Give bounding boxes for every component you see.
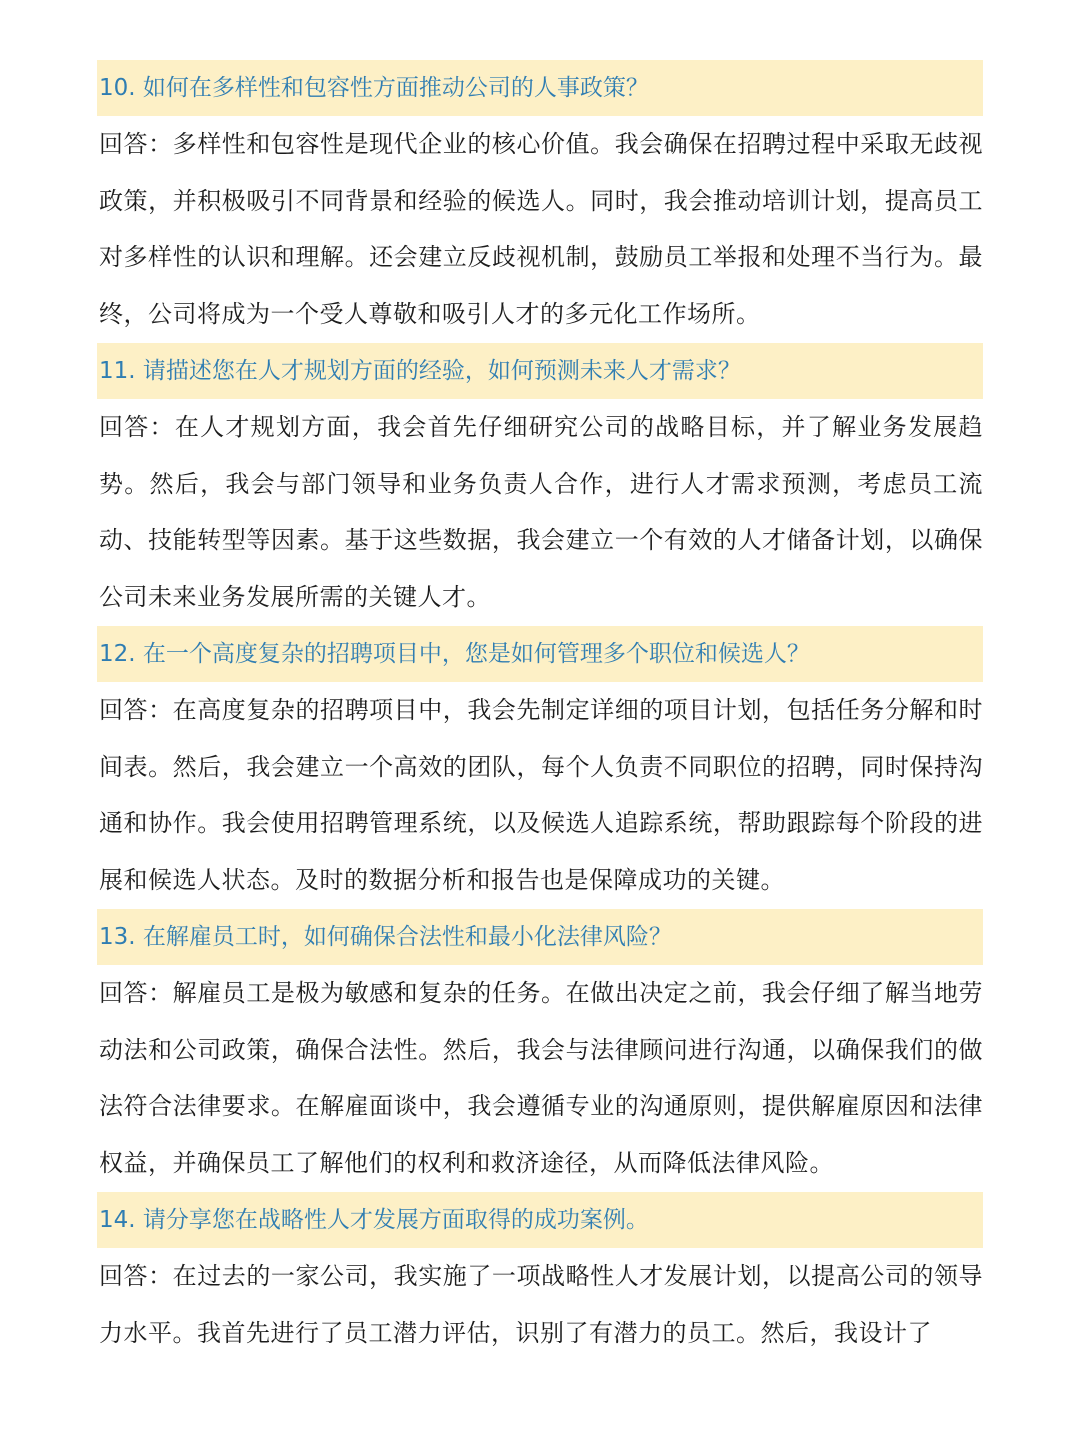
- question-heading: 10. 如何在多样性和包容性方面推动公司的人事政策？: [97, 60, 983, 116]
- question-heading: 13. 在解雇员工时，如何确保合法性和最小化法律风险？: [97, 909, 983, 965]
- question-heading: 12. 在一个高度复杂的招聘项目中，您是如何管理多个职位和候选人？: [97, 626, 983, 682]
- qa-item-10: [97, 60, 983, 342]
- answer-paragraph: 回答：解雇员工是极为敏感和复杂的任务。在做出决定之前，我会仔细了解当地劳动法和公司政策，确保合法性。然后，我会与法律顾问进行沟通，以确保我们的做法符合法律要求。在解雇面谈中，我会遵循专业的沟通原则，提供解雇原因和法律权益，并确保员工了解他们的权利和救济途径，从而降低法律风险。: [99, 979, 983, 1177]
- qa-item-12: [97, 626, 983, 908]
- question-heading: 14. 请分享您在战略性人才发展方面取得的成功案例。: [97, 1192, 983, 1248]
- qa-item-13: [97, 909, 983, 1191]
- answer-paragraph: 回答：多样性和包容性是现代企业的核心价值。我会确保在招聘过程中采取无歧视政策，并积极吸引不同背景和经验的候选人。同时，我会推动培训计划，提高员工对多样性的认识和理解。还会建立反歧视机制，鼓励员工举报和处理不当行为。最终，公司将成为一个受人尊敬和吸引人才的多元化工作场所。: [99, 130, 983, 328]
- qa-item-11: [97, 343, 983, 625]
- answer-paragraph: 回答：在过去的一家公司，我实施了一项战略性人才发展计划，以提高公司的领导力水平。我首先进行了员工潜力评估，识别了有潜力的员工。然后，我设计了: [99, 1262, 983, 1347]
- answer-paragraph: 回答：在高度复杂的招聘项目中，我会先制定详细的项目计划，包括任务分解和时间表。然后，我会建立一个高效的团队，每个人负责不同职位的招聘，同时保持沟通和协作。我会使用招聘管理系统，以及候选人追踪系统，帮助跟踪每个阶段的进展和候选人状态。及时的数据分析和报告也是保障成功的关键。: [99, 696, 983, 894]
- qa-item-14: [97, 1192, 983, 1361]
- answer-paragraph: 回答：在人才规划方面，我会首先仔细研究公司的战略目标，并了解业务发展趋势。然后，我会与部门领导和业务负责人合作，进行人才需求预测，考虑员工流动、技能转型等因素。基于这些数据，我会建立一个有效的人才储备计划，以确保公司未来业务发展所需的关键人才。: [99, 413, 983, 611]
- question-heading: 11. 请描述您在人才规划方面的经验，如何预测未来人才需求？: [97, 343, 983, 399]
